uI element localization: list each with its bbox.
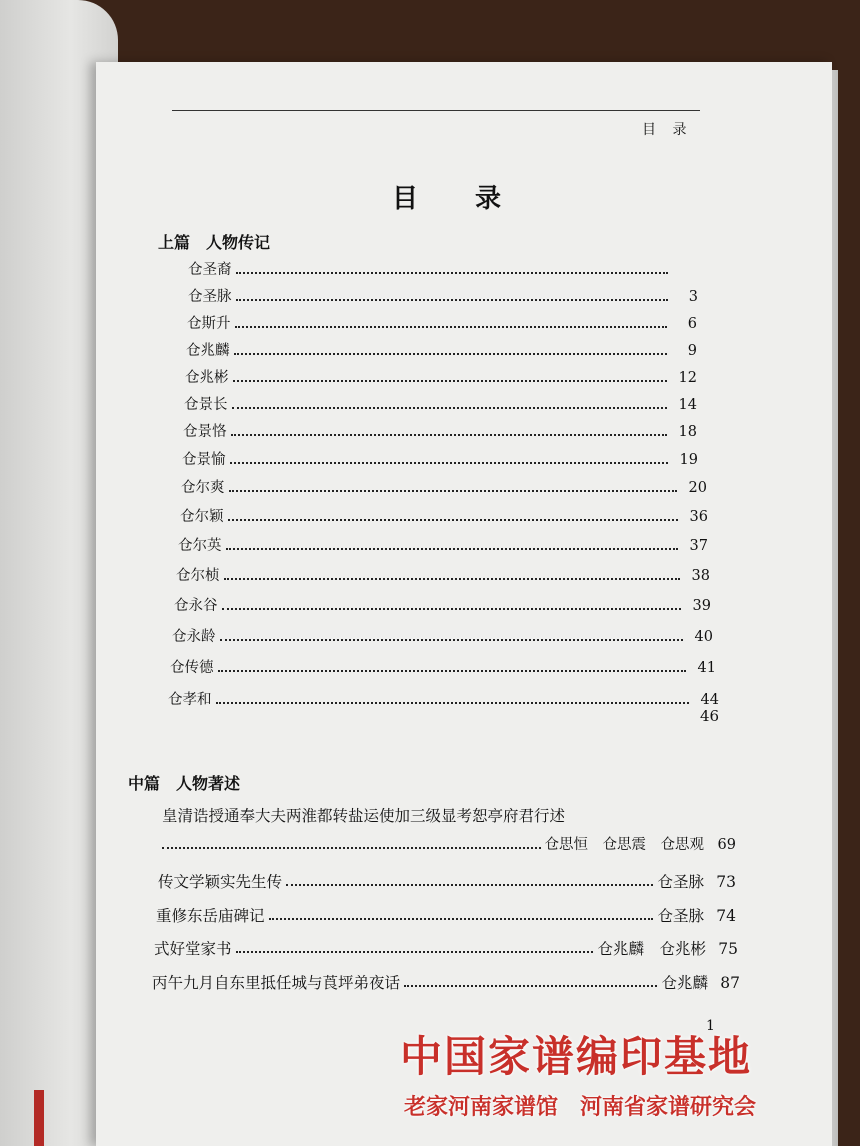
- entry-name: 仓尔英: [178, 538, 222, 554]
- entry-name: 仓永谷: [174, 598, 218, 614]
- toc-entry[interactable]: [188, 285, 698, 306]
- toc-entry[interactable]: [186, 339, 697, 360]
- toc-entry[interactable]: [154, 937, 738, 959]
- leader-dots: [233, 380, 668, 382]
- entry-name: 仓尔爽: [181, 480, 225, 496]
- entry-name: 仓圣脉: [188, 289, 232, 305]
- entry-authors: 仓思恒 仓思震 仓思观: [544, 837, 704, 853]
- entry-page: 74: [716, 907, 736, 925]
- leader-dots: [220, 639, 684, 641]
- leader-dots: [235, 326, 668, 328]
- watermark-subtitle: 老家河南家谱馆 河南省家谱研究会: [404, 1094, 757, 1120]
- leader-dots: [218, 670, 687, 672]
- entry-page: 9: [687, 343, 697, 359]
- entry-name: 仓孝和: [168, 692, 212, 708]
- entry-page: 6: [687, 316, 697, 332]
- part2-heading: 中篇 人物著述: [128, 774, 241, 793]
- leader-dots: [286, 884, 653, 886]
- toc-entry[interactable]: [162, 833, 736, 854]
- toc-entry[interactable]: [158, 870, 736, 892]
- toc-entry[interactable]: [172, 625, 713, 646]
- running-head-rule: [172, 110, 700, 111]
- toc-entry[interactable]: [180, 505, 708, 526]
- entry-name: 仓圣裔: [188, 262, 232, 278]
- entry-authors: 仓圣脉: [657, 873, 704, 891]
- toc-entry[interactable]: [174, 594, 711, 615]
- toc-entry[interactable]: [182, 448, 698, 469]
- entry-page: 39: [692, 598, 711, 614]
- entry-page: 73: [716, 873, 736, 891]
- watermark-title: 中国家谱编印基地: [400, 1032, 753, 1081]
- page-title: 目 录: [392, 184, 526, 214]
- entry-page: 69: [717, 837, 736, 853]
- entry-authors: 仓圣脉: [657, 907, 704, 925]
- entry-title: 传文学颖实先生传: [158, 873, 283, 891]
- toc-entry[interactable]: [183, 420, 697, 441]
- entry-page: 40: [694, 629, 713, 645]
- entry-authors: 仓兆麟 仓兆彬: [597, 940, 706, 958]
- entry-authors: 仓兆麟: [661, 974, 708, 992]
- entry-name: 仓永龄: [172, 629, 216, 645]
- leader-dots: [234, 353, 668, 355]
- leader-dots: [404, 985, 657, 987]
- entry-page: 20: [688, 480, 707, 496]
- toc-entry[interactable]: [187, 312, 697, 333]
- entry-page: 36: [689, 509, 708, 525]
- toc-entry[interactable]: [170, 656, 716, 677]
- leader-dots: [224, 578, 681, 580]
- entry-page: 37: [689, 538, 708, 554]
- entry-title[interactable]: 皇清诰授通奉大夫两淮都转盐运使加三级显考恕亭府君行述: [162, 807, 566, 825]
- entry-page-last: 46: [700, 707, 720, 725]
- entry-title: 丙午九月自东里抵任城与莨坪弟夜话: [152, 974, 401, 992]
- toc-entry[interactable]: [184, 393, 697, 414]
- toc-entry[interactable]: [156, 904, 736, 926]
- toc-entry[interactable]: [188, 258, 698, 279]
- leader-dots: [236, 299, 669, 301]
- leader-dots: [228, 519, 679, 521]
- entry-page: 18: [678, 424, 697, 440]
- entry-page: 44: [700, 692, 719, 708]
- leader-dots: [222, 608, 682, 610]
- entry-name: 仓景愉: [182, 452, 226, 468]
- running-head: 目 录: [642, 122, 693, 138]
- entry-page: 41: [697, 660, 716, 676]
- entry-name: 仓斯升: [187, 316, 231, 332]
- leader-dots: [231, 434, 668, 436]
- toc-entry[interactable]: [152, 971, 740, 993]
- leader-dots: [162, 847, 541, 849]
- entry-name: 仓传德: [170, 660, 214, 676]
- toc-entry[interactable]: [168, 688, 719, 709]
- toc-entry[interactable]: [178, 534, 708, 555]
- entry-name: 仓兆彬: [185, 370, 229, 386]
- entry-page: 75: [718, 940, 738, 958]
- leader-dots: [216, 702, 690, 704]
- part1-heading: 上篇 人物传记: [158, 233, 271, 252]
- entry-name: 仓尔颖: [180, 509, 224, 525]
- toc-entry[interactable]: [181, 476, 707, 497]
- leader-dots: [232, 407, 668, 409]
- leader-dots: [230, 462, 669, 464]
- leader-dots: [236, 272, 669, 274]
- leader-dots: [226, 548, 679, 550]
- entry-name: 仓景长: [184, 397, 228, 413]
- page-number: 1: [706, 1018, 715, 1034]
- entry-name: 仓尔桢: [176, 568, 220, 584]
- leader-dots: [229, 490, 678, 492]
- entry-page: 3: [688, 289, 698, 305]
- entry-title: 式好堂家书: [154, 940, 232, 958]
- ribbon-bookmark: [34, 1090, 44, 1146]
- leader-dots: [236, 951, 594, 953]
- entry-page: 87: [720, 974, 740, 992]
- entry-page: 12: [678, 370, 697, 386]
- entry-name: 仓景恪: [183, 424, 227, 440]
- entry-title: 重修东岳庙碑记: [156, 907, 265, 925]
- leader-dots: [269, 918, 654, 920]
- entry-page: 14: [678, 397, 697, 413]
- entry-page: 19: [679, 452, 698, 468]
- entry-page: 38: [691, 568, 710, 584]
- toc-entry[interactable]: [185, 366, 697, 387]
- entry-name: 仓兆麟: [186, 343, 230, 359]
- toc-entry[interactable]: [176, 564, 710, 585]
